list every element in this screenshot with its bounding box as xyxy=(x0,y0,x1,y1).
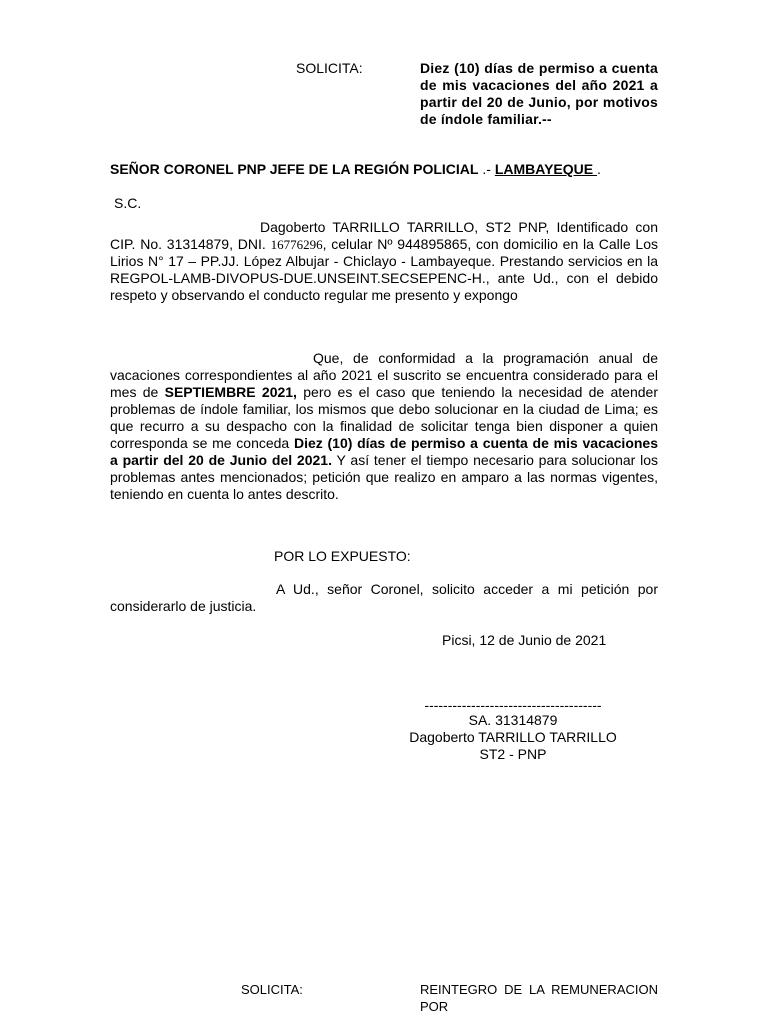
signature-name: Dagoberto TARRILLO TARRILLO xyxy=(409,729,617,745)
body-text-3: Y así tener el tiempo necesario para solucionar los problemas antes mencionados; petición que realizo en amparo a las normas vigentes, teniendo en cuenta lo antes descrito. xyxy=(110,452,659,502)
closing-paragraph xyxy=(110,581,658,615)
dni-number: 16776296 xyxy=(270,237,323,252)
body-text-1: Que, de conformidad a la programación anual de vacaciones correspondientes al año 2021 el suscrito se encuentra considerado para el mes de xyxy=(110,350,658,400)
addressee-region: LAMBAYEQUE xyxy=(494,161,597,177)
addressee-separator: .- xyxy=(478,161,495,177)
intro-paragraph xyxy=(110,219,658,304)
addressee-line xyxy=(110,161,670,178)
por-lo-expuesto: POR LO EXPUESTO: xyxy=(274,548,411,564)
solicita-subject: Diez (10) días de permiso a cuenta de mis vacaciones del año 2021 a partir del 20 de Junio, por motivos de índole familiar.-- xyxy=(420,60,658,127)
addressee-suffix: . xyxy=(596,161,601,177)
intro-text-2: , celular Nº 944895865, con domicilio en la Calle Los Lirios N° 17 – PP.JJ. López Albujar - Chiclayo - Lambayeque. Prestando servicios en la REGPOL-LAMB-DIVOPUS-DUE.UNSEINT.SECSEPENC-H., ante Ud., con el debido respeto y observando el conducto regular me presento y expongo xyxy=(110,236,658,303)
next-page-solicita-label: SOLICITA: xyxy=(241,982,303,997)
solicita-label: SOLICITA: xyxy=(296,60,363,76)
date-line: Picsi, 12 de Junio de 2021 xyxy=(442,632,607,648)
body-paragraph xyxy=(110,350,658,503)
next-page-solicita-subject: REINTEGRO DE LA REMUNERACION POR xyxy=(420,982,658,1014)
vacation-month: SEPTIEMBRE 2021, xyxy=(164,384,297,400)
greeting: S.C. xyxy=(114,195,142,211)
signature-rank: ST2 - PNP xyxy=(479,746,547,762)
intro-text-1: Dagoberto TARRILLO TARRILLO, ST2 PNP, Identificado con CIP. No. 31314879, DNI. xyxy=(110,219,658,252)
signature-sa: SA. 31314879 xyxy=(468,712,558,728)
body-text-2: pero es el caso que teniendo la necesidad de atender problemas de índole familiar, los mismos que debo solucionar en la ciudad de Lima; es que recurro a su despacho con la finalidad de solicitar tenga bien disponer a quien corresponda se me conceda xyxy=(110,384,658,451)
signature-line: -------------------------------------- xyxy=(424,697,602,713)
addressee-title: SEÑOR CORONEL PNP JEFE DE LA REGIÓN POLICIAL xyxy=(110,161,479,177)
request-highlight: Diez (10) días de permiso a cuenta de mis vacaciones a partir del 20 de Junio del 2021. xyxy=(110,435,658,468)
closing-text: A Ud., señor Coronel, solicito acceder a mi petición por considerarlo de justicia. xyxy=(110,581,658,614)
